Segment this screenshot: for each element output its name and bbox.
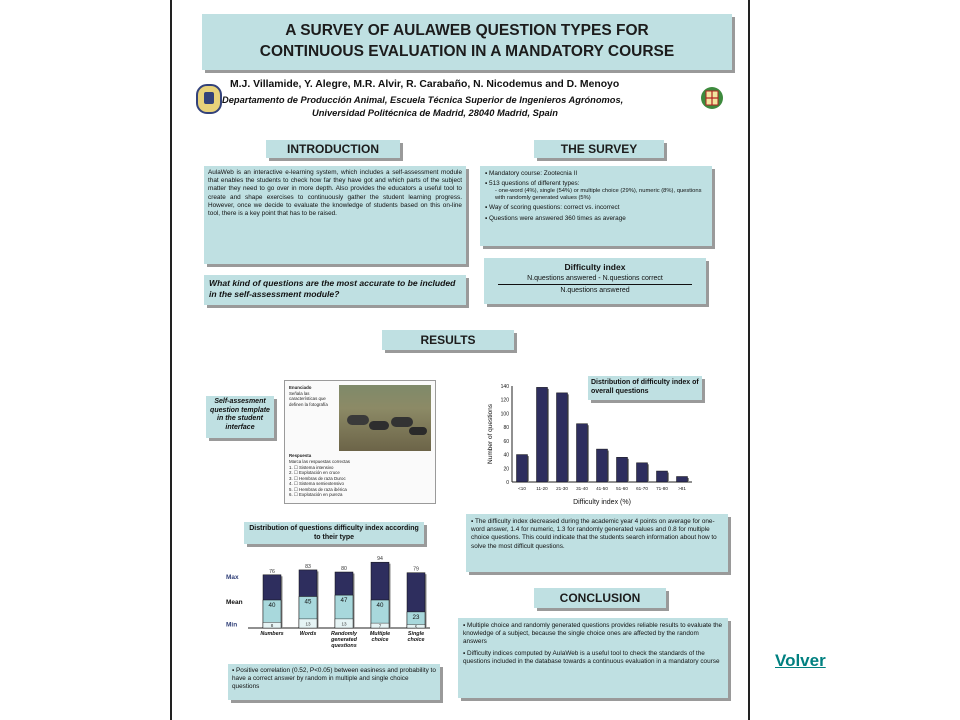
x-tick-label: <10 (518, 486, 526, 491)
category-label: generated (331, 637, 357, 643)
affiliation-line1: Departamento de Producción Animal, Escuela Técnica Superior de Ingenieros Agrónomos, (222, 95, 624, 105)
introduction-text: AulaWeb is an interactive e-learning system, which includes a self-assessment module that enables the students to check how far they have got and which parts of the subject matter they need to go over in more depth. Also provides the educators a useful tool to create and shape exercises to continuously gather the student learning progress. However, once we decide to evaluate the knowledge of students based on this on-line tool, there is a key point that has to be raised. (204, 166, 466, 264)
school-crest-logo (700, 84, 724, 112)
y-tick-label: 40 (503, 452, 509, 459)
value-label-mean: 47 (340, 597, 348, 605)
results-heading: RESULTS (382, 330, 514, 350)
difficulty-index-box (484, 258, 706, 304)
template-photo (339, 385, 431, 451)
survey-item: ▪ Mandatory course: Zootecnia II (485, 170, 707, 178)
value-label-min: 13 (341, 621, 347, 627)
difficulty-distribution-chart (480, 380, 710, 512)
value-label-mean: 40 (376, 602, 384, 609)
value-label-mean: 40 (268, 602, 276, 609)
conclusion-heading: CONCLUSION (534, 588, 666, 608)
category-label: Numbers (260, 631, 284, 637)
value-label-mean: 45 (304, 598, 312, 606)
conclusion-box (458, 618, 728, 698)
correlation-box (228, 664, 440, 700)
template-enunciado-text: Señala las características que definen la fotografía (289, 391, 328, 407)
x-tick-label: 71-80 (656, 486, 668, 491)
value-label-min: 5 (414, 624, 418, 630)
correlation-text: ▪ Positive correlation (0.52, P<0.05) between easiness and probability to have a correct answer by random in multiple and single choice questions (232, 667, 436, 692)
bar (677, 477, 688, 482)
bar (617, 457, 628, 482)
x-tick-label: >81 (678, 486, 686, 491)
template-respuestas-label: Respuesta (289, 453, 312, 458)
template-option[interactable]: 3. ☐ Hembras de raza Duroc (289, 475, 346, 481)
conclusion-item: ▪ Difficulty indices computed by AulaWeb is a useful tool to check the standards of the questions included in the database towards a continuous evaluation in a mandatory course (463, 650, 723, 666)
value-label-max: 76 (269, 568, 275, 575)
template-option[interactable]: 1. ☐ Sistema intensivo (289, 465, 334, 470)
poster-title-line1: A SURVEY OF AULAWEB QUESTION TYPES FOR (285, 22, 649, 39)
survey-heading: THE SURVEY (534, 140, 664, 158)
category-label: Words (299, 631, 317, 637)
category-label: choice (407, 637, 425, 643)
category-label: Multiple (369, 631, 391, 637)
y-tick-label: 140 (500, 384, 509, 390)
row-label-max: Max (226, 573, 239, 581)
bar (557, 393, 568, 482)
x-axis-label: Difficulty index (%) (573, 499, 631, 506)
title-banner (202, 14, 732, 70)
introduction-heading: INTRODUCTION (266, 140, 400, 158)
value-label-min: 8 (270, 623, 274, 629)
findings-text: ▪ The difficulty index decreased during the academic year 4 points on average for one-word answer, 1.4 for numeric, 1.3 for randomly generated values and 0.8 for multiple choice questions. This could indicate that the students search information about how to solve the most difficult questions. (471, 518, 723, 551)
x-tick-label: 21-30 (556, 486, 568, 491)
affiliation-line2: Universidad Politécnica de Madrid, 28040 Madrid, Spain (312, 108, 558, 118)
survey-box (480, 166, 712, 246)
y-tick-label: 100 (500, 411, 509, 418)
bar (657, 471, 668, 482)
value-label-min: 7 (378, 623, 382, 629)
findings-box (466, 514, 728, 572)
value-label-max: 83 (305, 563, 311, 570)
template-enunciado-label: Enunciado (289, 385, 312, 390)
y-tick-label: 60 (503, 438, 509, 445)
x-tick-label: 41-50 (596, 486, 608, 491)
template-option[interactable]: 4. ☐ Sistema semiextensivo (289, 481, 344, 487)
row-label-min: Min (226, 621, 238, 629)
value-label-min: 13 (305, 621, 311, 627)
dist-type-label: Distribution of questions difficulty index according to their type (244, 522, 424, 544)
y-axis-label: Number of questions (487, 404, 494, 464)
y-tick-label: 120 (500, 397, 509, 404)
conclusion-item: ▪ Multiple choice and randomly generated questions provides reliable results to evaluate the knowledge of a subject, because the single choice ones are affected by the random answers (463, 622, 723, 647)
self-assessment-label: Self-assesment question template in the student interface (206, 396, 274, 438)
bar (637, 463, 648, 482)
value-label-max: 79 (413, 566, 419, 573)
difficulty-index-title: Difficulty index (564, 262, 626, 272)
bar (537, 387, 548, 482)
value-label-mean: 23 (412, 613, 420, 621)
poster-title-line2: CONTINUOUS EVALUATION IN A MANDATORY COURSE (259, 43, 675, 60)
bar (517, 455, 528, 482)
dist-overall-label: Distribution of difficulty index of overall questions (588, 376, 702, 400)
row-label-mean: Mean (226, 599, 243, 606)
university-logo (196, 84, 222, 114)
survey-item: ▪ 513 questions of different types: (485, 180, 707, 188)
template-respuestas-text: Marca las respuestas correctas (289, 459, 351, 464)
key-question: What kind of questions are the most accurate to be included in the self-assessment module? (204, 275, 466, 305)
category-label: questions (331, 643, 357, 649)
x-tick-label: 31-40 (576, 486, 588, 491)
y-tick-label: 0 (506, 480, 509, 486)
difficulty-index-numerator: N.questions answered - N.questions correct (498, 275, 692, 285)
question-template-screenshot (284, 380, 436, 504)
template-option[interactable]: 5. ☐ Hembras de raza ibérica (289, 486, 347, 492)
authors: M.J. Villamide, Y. Alegre, M.R. Alvir, R. Carabaño, N. Nicodemus and D. Menoyo (230, 79, 620, 90)
x-tick-label: 11-20 (536, 486, 548, 491)
survey-subitem: - one-word (4%), single (54%) or multiple choice (29%), numeric (8%), questions with randomly generated values (5%) (495, 188, 702, 202)
bar (577, 424, 588, 482)
poster (170, 0, 750, 720)
template-option[interactable]: 2. ☐ Explotación en cruce (289, 470, 340, 476)
y-tick-label: 20 (503, 466, 509, 473)
volver-link[interactable]: Volver (775, 651, 826, 670)
difficulty-by-type-chart (224, 548, 439, 660)
x-tick-label: 51-60 (616, 486, 628, 491)
category-label: Randomly (330, 631, 358, 637)
survey-item: ▪ Way of scoring questions: correct vs. incorrect (485, 204, 707, 212)
survey-item: ▪ Questions were answered 360 times as average (485, 215, 707, 223)
x-tick-label: 61-70 (636, 486, 648, 491)
template-options (289, 465, 347, 497)
template-option[interactable]: 6. ☐ Explotación en pureza (289, 492, 343, 498)
bar (597, 449, 608, 482)
value-label-max: 94 (377, 556, 383, 563)
category-label: Single (407, 631, 425, 637)
value-label-max: 80 (341, 566, 347, 572)
y-tick-label: 80 (503, 425, 509, 432)
category-label: choice (371, 637, 389, 643)
difficulty-index-denominator: N.questions answered (560, 287, 630, 294)
